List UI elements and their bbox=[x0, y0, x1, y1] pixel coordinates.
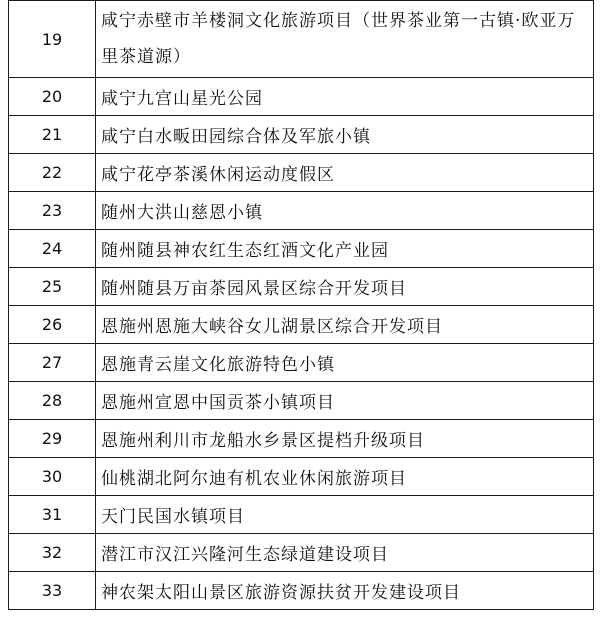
row-number: 24 bbox=[9, 230, 96, 268]
project-name: 随州大洪山慈恩小镇 bbox=[96, 192, 594, 230]
project-table-body bbox=[9, 1, 594, 610]
project-name: 随州随县神农红生态红酒文化产业园 bbox=[96, 230, 594, 268]
row-number: 22 bbox=[9, 154, 96, 192]
row-number: 26 bbox=[9, 306, 96, 344]
row-number: 21 bbox=[9, 116, 96, 154]
row-number: 33 bbox=[9, 572, 96, 610]
row-number: 30 bbox=[9, 458, 96, 496]
table-row bbox=[9, 458, 594, 496]
row-number: 19 bbox=[9, 1, 96, 78]
project-name: 恩施州宣恩中国贡茶小镇项目 bbox=[96, 382, 594, 420]
project-name: 咸宁赤壁市羊楼洞文化旅游项目（世界茶业第一古镇·欧亚万里茶道源） bbox=[96, 1, 594, 78]
row-number: 29 bbox=[9, 420, 96, 458]
table-row bbox=[9, 420, 594, 458]
table-row bbox=[9, 534, 594, 572]
table-row bbox=[9, 268, 594, 306]
project-name: 恩施州恩施大峡谷女儿湖景区综合开发项目 bbox=[96, 306, 594, 344]
table-row bbox=[9, 344, 594, 382]
table-row bbox=[9, 78, 594, 116]
table-row bbox=[9, 192, 594, 230]
project-name: 神农架太阳山景区旅游资源扶贫开发建设项目 bbox=[96, 572, 594, 610]
row-number: 25 bbox=[9, 268, 96, 306]
row-number: 31 bbox=[9, 496, 96, 534]
table-row bbox=[9, 230, 594, 268]
table-row bbox=[9, 496, 594, 534]
project-name: 恩施州利川市龙船水乡景区提档升级项目 bbox=[96, 420, 594, 458]
table-row bbox=[9, 382, 594, 420]
row-number: 32 bbox=[9, 534, 96, 572]
table-row bbox=[9, 306, 594, 344]
project-name: 潜江市汉江兴隆河生态绿道建设项目 bbox=[96, 534, 594, 572]
row-number: 27 bbox=[9, 344, 96, 382]
table-row bbox=[9, 116, 594, 154]
table-row bbox=[9, 572, 594, 610]
project-name: 天门民国水镇项目 bbox=[96, 496, 594, 534]
project-name: 咸宁花亭茶溪休闲运动度假区 bbox=[96, 154, 594, 192]
project-name: 恩施青云崖文化旅游特色小镇 bbox=[96, 344, 594, 382]
project-name: 咸宁九宫山星光公园 bbox=[96, 78, 594, 116]
row-number: 23 bbox=[9, 192, 96, 230]
row-number: 28 bbox=[9, 382, 96, 420]
row-number: 20 bbox=[9, 78, 96, 116]
table-row bbox=[9, 154, 594, 192]
table-row bbox=[9, 1, 594, 78]
project-name: 咸宁白水畈田园综合体及军旅小镇 bbox=[96, 116, 594, 154]
project-table bbox=[8, 0, 594, 610]
project-name: 仙桃湖北阿尔迪有机农业休闲旅游项目 bbox=[96, 458, 594, 496]
project-name: 随州随县万亩茶园风景区综合开发项目 bbox=[96, 268, 594, 306]
